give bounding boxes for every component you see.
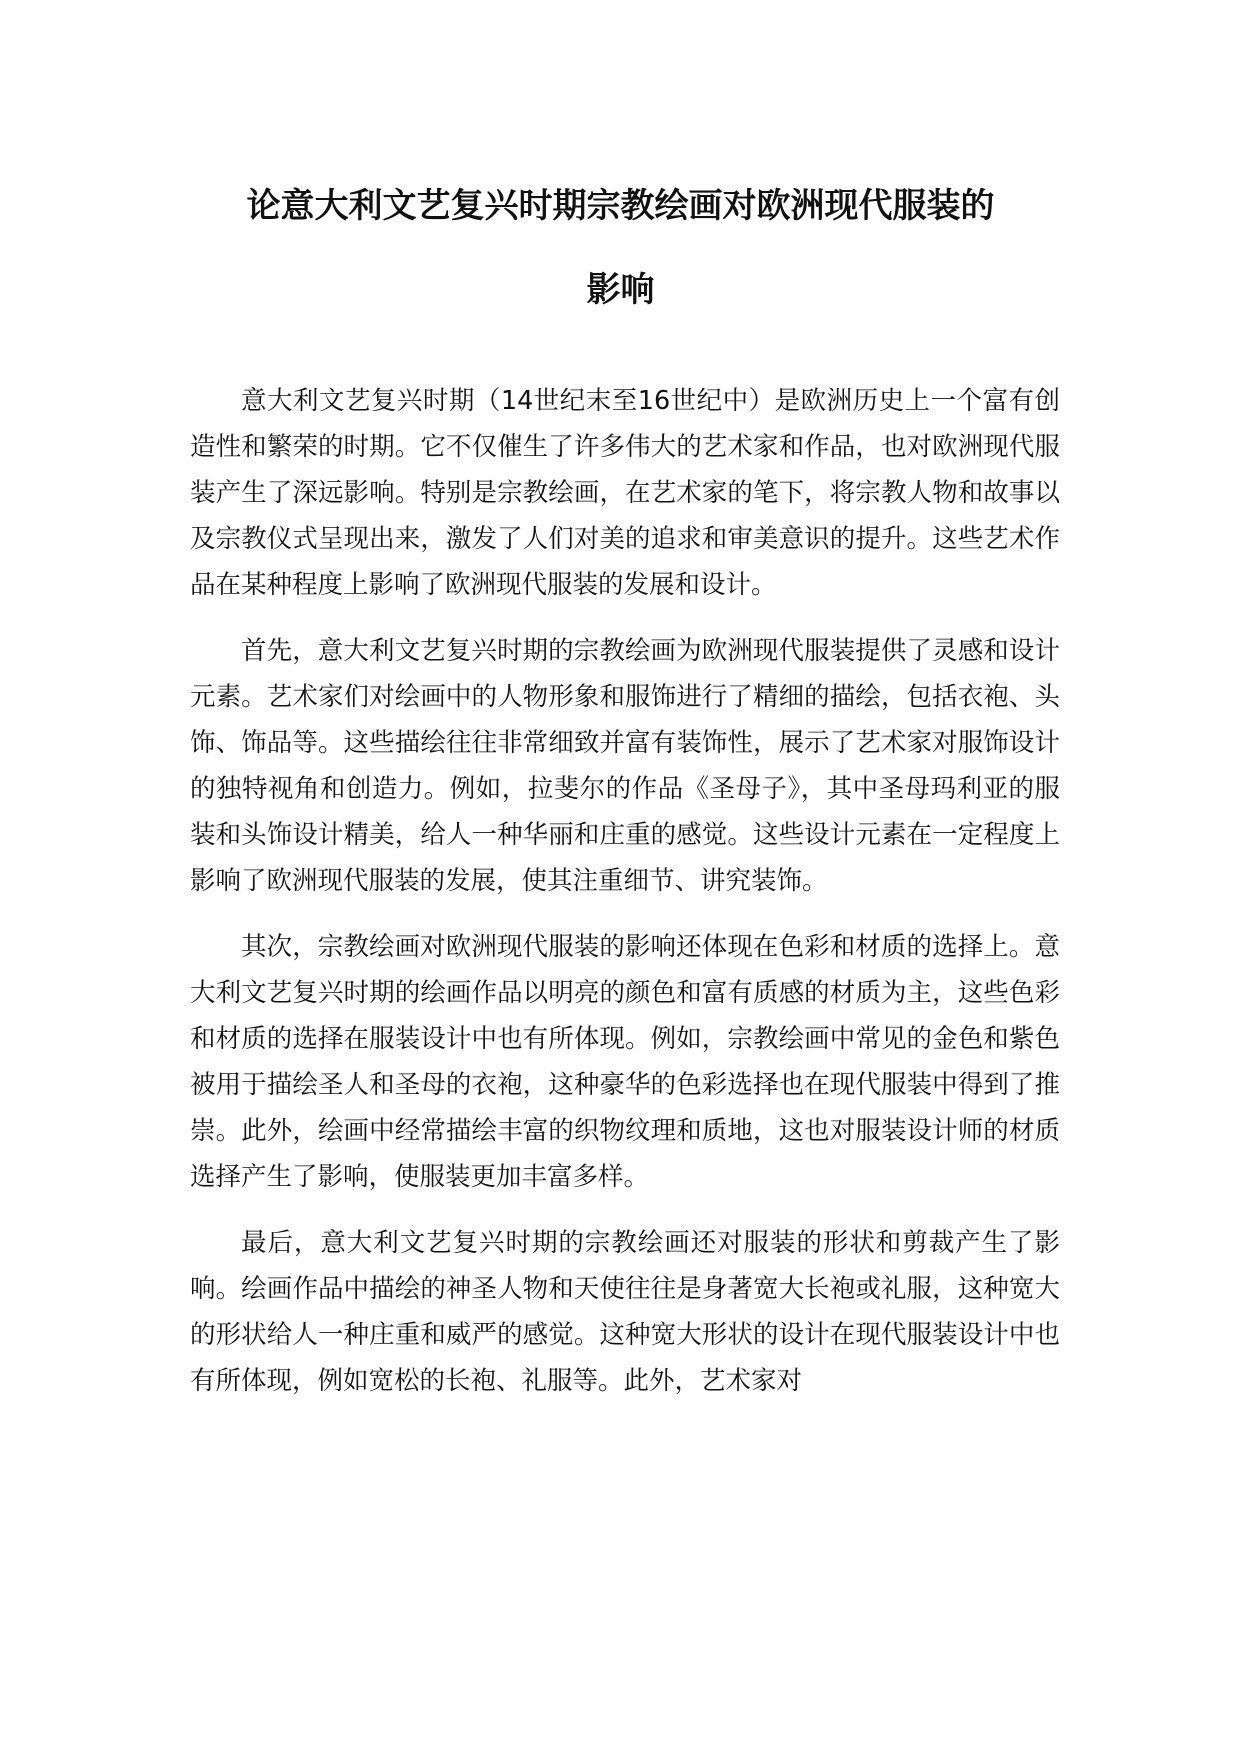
paragraph-3: 其次，宗教绘画对欧洲现代服装的影响还体现在色彩和材质的选择上。意大利文艺复兴时期的绘画作品以明亮的颜色和富有质感的材质为主，这些色彩和材质的选择在服装设计中也有所体现。例如，宗教绘画中常见的金色和紫色被用于描绘圣人和圣母的衣袍，这种豪华的色彩选择也在现代服装中得到了推崇。此外，绘画中经常描绘丰富的织物纹理和质地，这也对服装设计师的材质选择产生了影响，使服装更加丰富多样。 xyxy=(190,932,1060,1192)
document-title-continued: 影响 xyxy=(586,270,655,310)
paragraph-2: 首先，意大利文艺复兴时期的宗教绘画为欧洲现代服装提供了灵感和设计元素。艺术家们对绘画中的人物形象和服饰进行了精细的描绘，包括衣袍、头饰、饰品等。这些描绘往往非常细致并富有装饰性，展示了艺术家对服饰设计的独特视角和创造力。例如，拉斐尔的作品《圣母子》，其中圣母玛利亚的服装和头饰设计精美，给人一种华丽和庄重的感觉。这些设计元素在一定程度上影响了欧洲现代服装的发展，使其注重细节、讲究装饰。 xyxy=(190,636,1060,896)
document-title: 论意大利文艺复兴时期宗教绘画对欧洲现代服装的 xyxy=(246,186,995,226)
paragraph-1: 意大利文艺复兴时期（14世纪末至16世纪中）是欧洲历史上一个富有创造性和繁荣的时期。它不仅催生了许多伟大的艺术家和作品，也对欧洲现代服装产生了深远影响。特别是宗教绘画，在艺术家的笔下，将宗教人物和故事以及宗教仪式呈现出来，激发了人们对美的追求和审美意识的提升。这些艺术作品在某种程度上影响了欧洲现代服装的发展和设计。 xyxy=(190,386,1060,600)
document-body xyxy=(190,378,1060,1424)
paragraph-4: 最后，意大利文艺复兴时期的宗教绘画还对服装的形状和剪裁产生了影响。绘画作品中描绘的神圣人物和天使往往是身著宽大长袍或礼服，这种宽大的形状给人一种庄重和威严的感觉。这种宽大形状的设计在现代服装设计中也有所体现，例如宽松的长袍、礼服等。此外，艺术家对 xyxy=(190,1228,1060,1396)
